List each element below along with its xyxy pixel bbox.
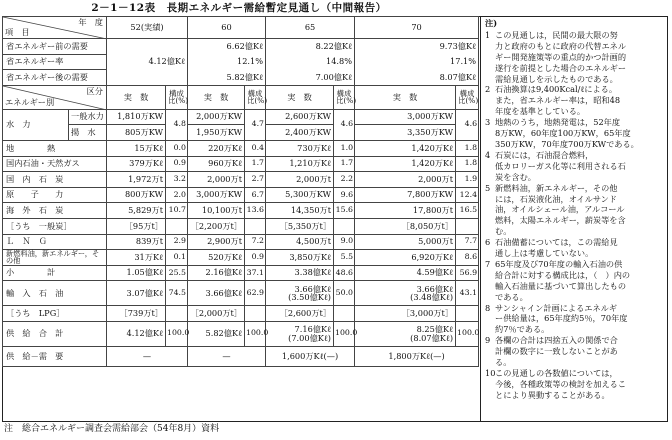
cell: 4.59億Kℓ xyxy=(355,265,456,281)
cell: 31万Kℓ xyxy=(107,250,166,266)
cell: 1,420万Kℓ xyxy=(355,156,456,172)
cell: 25.5 xyxy=(166,265,188,281)
note-item xyxy=(485,183,665,238)
kosei-65: 構成 比(%) xyxy=(334,85,355,109)
cell: 2,000万t xyxy=(355,172,456,188)
table-row xyxy=(3,203,479,219)
y60-pre: 6.62億Kℓ xyxy=(188,39,266,55)
y65-rate: 14.8% xyxy=(266,54,355,70)
cell: 3,350万KW xyxy=(355,125,456,141)
note-number: 2 xyxy=(485,84,491,95)
note-text: 各欄の合計は四捨五入の関係で合 計欄の数字に一致しないことがあ る。 xyxy=(495,335,618,368)
note-item xyxy=(485,259,665,303)
energy-outlook-table xyxy=(2,16,479,367)
cell: 220万Kℓ xyxy=(188,140,245,156)
cell: 9.6 xyxy=(334,187,355,203)
note-item xyxy=(485,368,665,401)
energy-rows xyxy=(3,140,479,280)
cell: 805万KW xyxy=(107,125,166,141)
cell: 14,350万t xyxy=(266,203,334,219)
row-label: 小 計 xyxy=(3,265,107,281)
note-text: 石炭には，石油混合燃料， 低カロリーガス化等に利用される石 炭を含む。 xyxy=(495,149,626,182)
cell: 6,920万Kℓ xyxy=(355,250,456,266)
table-row xyxy=(3,218,479,234)
import-oil-label: 輸 入 石 油 xyxy=(3,281,107,306)
kosei-60: 構成 比(%) xyxy=(245,85,266,109)
notes-heading: 注) xyxy=(485,18,498,28)
table-row xyxy=(3,172,479,188)
cell: 1,210万Kℓ xyxy=(266,156,334,172)
cell: 800万KW xyxy=(107,187,166,203)
cell: 2,000万t xyxy=(188,172,245,188)
supply-demand-label: 供 給－需 要 xyxy=(3,346,107,366)
cell: 17,800万t xyxy=(355,203,456,219)
kosei-70: 構成 比(%) xyxy=(456,85,479,109)
note-number: 1 xyxy=(485,29,491,40)
note-number: 3 xyxy=(485,117,491,128)
label-post-demand: 省エネルギー後の需要 xyxy=(3,70,107,86)
cell: 7.7 xyxy=(456,234,479,250)
cell: 100.0 xyxy=(456,321,479,346)
table-row xyxy=(3,265,479,281)
y70-rate: 17.1% xyxy=(355,54,479,70)
note-number: 4 xyxy=(485,149,491,160)
year-70: 70 xyxy=(355,17,479,39)
cell: 2,900万t xyxy=(188,234,245,250)
cell: 43.1 xyxy=(456,281,479,306)
cell: 15.6 xyxy=(334,203,355,219)
note-number: 7 xyxy=(485,258,491,269)
note-text: サンシャイン計画によるエネルギ ー供給量は，65年度約5％，70年度 約7％である。 xyxy=(495,302,628,335)
year-header-row xyxy=(3,17,479,39)
cell: 2.9 xyxy=(166,234,188,250)
cell: 56.9 xyxy=(456,265,479,281)
table-row-supply-total xyxy=(3,321,479,346)
cell: 2.7 xyxy=(245,172,266,188)
cell: 0.0 xyxy=(166,140,188,156)
cell: 100.0 xyxy=(334,321,355,346)
note-number: 8 xyxy=(485,302,491,313)
table-row xyxy=(3,140,479,156)
cell: 1,810万KW xyxy=(107,109,166,125)
cell: 520万Kℓ xyxy=(188,250,245,266)
jissu-65: 実 数 xyxy=(266,85,334,109)
label-saving-rate: 省エネルギー率 xyxy=(3,54,107,70)
table-row xyxy=(3,156,479,172)
cell: 4.6 xyxy=(334,109,355,140)
saving-rate-row xyxy=(3,54,479,70)
row-label: Ｌ Ｎ Ｇ xyxy=(3,234,107,250)
cell: ［2,000万t］ xyxy=(188,306,245,322)
cell: 3.38億Kℓ xyxy=(266,265,334,281)
notes-panel xyxy=(480,16,668,422)
cell: 2,400万KW xyxy=(266,125,334,141)
cell: 1,420万Kℓ xyxy=(355,140,456,156)
note-item xyxy=(485,117,665,150)
cell: 7,800万KW xyxy=(355,187,456,203)
table-row xyxy=(3,187,479,203)
cell: 2.0 xyxy=(166,187,188,203)
lpg-label: ［うち LPG］ xyxy=(3,306,107,322)
cell xyxy=(456,218,479,234)
cell: 3.66億Kℓ xyxy=(188,281,245,306)
cell: 3.07億Kℓ xyxy=(107,281,166,306)
cell: 839万t xyxy=(107,234,166,250)
note-item xyxy=(485,335,665,368)
cell: 62.9 xyxy=(245,281,266,306)
note-number: 10 xyxy=(485,368,496,378)
cell: 1.05億Kℓ xyxy=(107,265,166,281)
cell: 7.16億Kℓ (7.00億Kℓ) xyxy=(266,321,334,346)
row-label: 海 外 石 炭 xyxy=(3,203,107,219)
cell: 10,100万t xyxy=(188,203,245,219)
cell: 1.7 xyxy=(245,156,266,172)
cell: 2,000万t xyxy=(266,172,334,188)
y60-rate: 12.1% xyxy=(188,54,266,70)
note-text: 石油換算は9,400Kcal/ℓによる。 また，省エネルギー率は，昭和48 年度を基準としている。 xyxy=(495,84,621,117)
table-row-hydro-1 xyxy=(3,109,479,125)
cell xyxy=(456,306,479,322)
cell: ［739万t］ xyxy=(107,306,166,322)
cell: 730万Kℓ xyxy=(266,140,334,156)
cell: 2.2 xyxy=(334,172,355,188)
cell xyxy=(245,218,266,234)
cell: 50.0 xyxy=(334,281,355,306)
note-item xyxy=(485,30,665,85)
year-65: 65 xyxy=(266,17,355,39)
hydro-label: 水 力 xyxy=(3,109,69,140)
cell: 0.4 xyxy=(245,140,266,156)
y65-pre: 8.22億Kℓ xyxy=(266,39,355,55)
note-number: 5 xyxy=(485,182,491,193)
cell: 1.0 xyxy=(334,140,355,156)
table-row-lpg xyxy=(3,306,479,322)
cell: 100.0 xyxy=(245,321,266,346)
cell: ［3,000万t］ xyxy=(355,306,456,322)
cell: 12.4 xyxy=(456,187,479,203)
supply-total-label: 供 給 合 計 xyxy=(3,321,107,346)
y65-post: 7.00億Kℓ xyxy=(266,70,355,86)
cell: ［95万t］ xyxy=(107,218,166,234)
cell: ［8,050万t］ xyxy=(355,218,456,234)
cell: 1.8 xyxy=(456,156,479,172)
cell: 100.0 xyxy=(166,321,188,346)
cell: 3.66億Kℓ (3.48億Kℓ) xyxy=(355,281,456,306)
y60-post: 5.82億Kℓ xyxy=(188,70,266,86)
cell: 4.12億Kℓ xyxy=(107,321,166,346)
header-corner xyxy=(3,17,107,39)
cell xyxy=(334,218,355,234)
note-number: 6 xyxy=(485,237,491,248)
note-item xyxy=(485,303,665,336)
cell: 5.82億Kℓ xyxy=(188,321,245,346)
note-item xyxy=(485,237,665,259)
cell: 379万Kℓ xyxy=(107,156,166,172)
row-label: 新燃料油，新エネルギー，その他 xyxy=(3,250,107,266)
note-item xyxy=(485,150,665,183)
cell: 74.5 xyxy=(166,281,188,306)
table-row xyxy=(3,234,479,250)
cell: 5.5 xyxy=(334,250,355,266)
cell: 1,600万Kℓ(—) xyxy=(266,346,355,366)
cell: 3.66億Kℓ (3.50億Kℓ) xyxy=(266,281,334,306)
note-text: 地熱のうち，地熱発電は，52年度 8万KW，60年度100万KW，65年度 350万KW，70年度700万KWである。 xyxy=(495,117,639,149)
nendo-label: 年 度 xyxy=(78,17,103,27)
note-text: この見通しの各数値については， 今後，各種政策等の検討を加えるこ とにより異動することがある。 xyxy=(495,368,627,400)
label-pre-demand: 省エネルギー前の需要 xyxy=(3,39,107,55)
base52-value: 4.12億Kℓ xyxy=(107,39,188,86)
note-text: 石油備蓄については，この需給見 通し上は考慮していない。 xyxy=(495,237,618,259)
cell: 1.9 xyxy=(456,172,479,188)
cell: 2,600万KW xyxy=(266,109,334,125)
cell: 3,000万KW xyxy=(355,109,456,125)
row-label: 国内石油・天然ガス xyxy=(3,156,107,172)
jissu-60: 実 数 xyxy=(188,85,245,109)
cell: 1.7 xyxy=(334,156,355,172)
cell: 9.0 xyxy=(334,234,355,250)
energy-betsu-label: エネルギー別 xyxy=(5,97,55,108)
row-label: 地 熱 xyxy=(3,140,107,156)
cell: 6.7 xyxy=(245,187,266,203)
sub-header-row xyxy=(3,85,479,109)
cell xyxy=(166,218,188,234)
cell: 1,972万t xyxy=(107,172,166,188)
table-row-supply-minus-demand xyxy=(3,346,479,366)
cell: 4.7 xyxy=(245,109,266,140)
cell: 37.1 xyxy=(245,265,266,281)
table-row xyxy=(3,250,479,266)
sub-header-corner xyxy=(3,85,107,109)
cell: 1,800万Kℓ(—) xyxy=(355,346,479,366)
cell: 3.2 xyxy=(166,172,188,188)
table-row-import-oil xyxy=(3,281,479,306)
cell: — xyxy=(107,346,188,366)
cell: 4,500万t xyxy=(266,234,334,250)
kubun-label: 区分 xyxy=(86,85,103,96)
pre-saving-demand-row xyxy=(3,39,479,55)
cell: ［5,350万t］ xyxy=(266,218,334,234)
cell: 2,000万KW xyxy=(188,109,245,125)
cell: 16.5 xyxy=(456,203,479,219)
jissu-52: 実 数 xyxy=(107,85,166,109)
table-row-hydro-2 xyxy=(3,125,479,141)
cell xyxy=(245,306,266,322)
cell: — xyxy=(188,346,266,366)
cell: 5,300万KW xyxy=(266,187,334,203)
cell xyxy=(334,306,355,322)
cell: 0.1 xyxy=(166,250,188,266)
note-number: 9 xyxy=(485,335,491,346)
cell: 7.2 xyxy=(245,234,266,250)
cell: 0.9 xyxy=(245,250,266,266)
cell: 48.6 xyxy=(334,265,355,281)
cell: 960万Kℓ xyxy=(188,156,245,172)
cell: 13.6 xyxy=(245,203,266,219)
row-label: 国 内 石 炭 xyxy=(3,172,107,188)
note-item xyxy=(485,84,665,117)
notes-list xyxy=(485,30,665,401)
note-text: 65年度及び70年度の輸入石油の供 給合計に対する構成比は，（ ）内の 輸入石油量に基づいて算出したもの である。 xyxy=(495,258,631,302)
cell: 2.16億Kℓ xyxy=(188,265,245,281)
y70-pre: 9.73億Kℓ xyxy=(355,39,479,55)
cell: 3,850万Kℓ xyxy=(266,250,334,266)
cell: 4.6 xyxy=(456,109,479,140)
cell: 8.6 xyxy=(456,250,479,266)
kosei-52: 構成 比(%) xyxy=(166,85,188,109)
row-label: ［うち 一般炭］ xyxy=(3,218,107,234)
cell: 1,950万KW xyxy=(188,125,245,141)
cell xyxy=(166,306,188,322)
year-60: 60 xyxy=(188,17,266,39)
table-title: 2－1－12表 長期エネルギー需給暫定見通し（中間報告） xyxy=(91,2,387,14)
cell: 1.8 xyxy=(456,140,479,156)
row-label: 原 子 力 xyxy=(3,187,107,203)
cell: ［2,200万t］ xyxy=(188,218,245,234)
cell: 10.7 xyxy=(166,203,188,219)
year-52: 52(実績) xyxy=(107,17,188,39)
cell: 5,829万t xyxy=(107,203,166,219)
cell: 0.9 xyxy=(166,156,188,172)
source-note: 注 総合エネルギー調査会需給部会（54年8月）資料 xyxy=(4,424,220,434)
cell: 15万Kℓ xyxy=(107,140,166,156)
note-text: この見通しは，民間の最大限の努 力と政府のもとに政府の代替エネル ギー開発施策等の重点的かつ計画的 遂行を前提とした場合のエネルギー 需給見通しを示したものである。 xyxy=(495,29,627,84)
note-text: 新燃料油，新エネルギー，その他 には，石炭液化油，オイルサンド 油，オイルシェール油，アルコール 燃料，太陽エネルギー，薪炭等を含 む。 xyxy=(495,182,626,237)
cell: ［2,600万t］ xyxy=(266,306,334,322)
cell: 5,000万t xyxy=(355,234,456,250)
komoku-label: 項 目 xyxy=(5,26,30,37)
cell: 8.25億Kℓ (8.07億Kℓ) xyxy=(355,321,456,346)
jissu-70: 実 数 xyxy=(355,85,456,109)
hydro-sub-pumped: 揚 水 xyxy=(69,125,107,141)
hydro-sub-general: 一般水力 xyxy=(69,109,107,125)
post-saving-demand-row xyxy=(3,70,479,86)
y70-post: 8.07億Kℓ xyxy=(355,70,479,86)
cell: 4.8 xyxy=(166,109,188,140)
cell: 3,000万KW xyxy=(188,187,245,203)
